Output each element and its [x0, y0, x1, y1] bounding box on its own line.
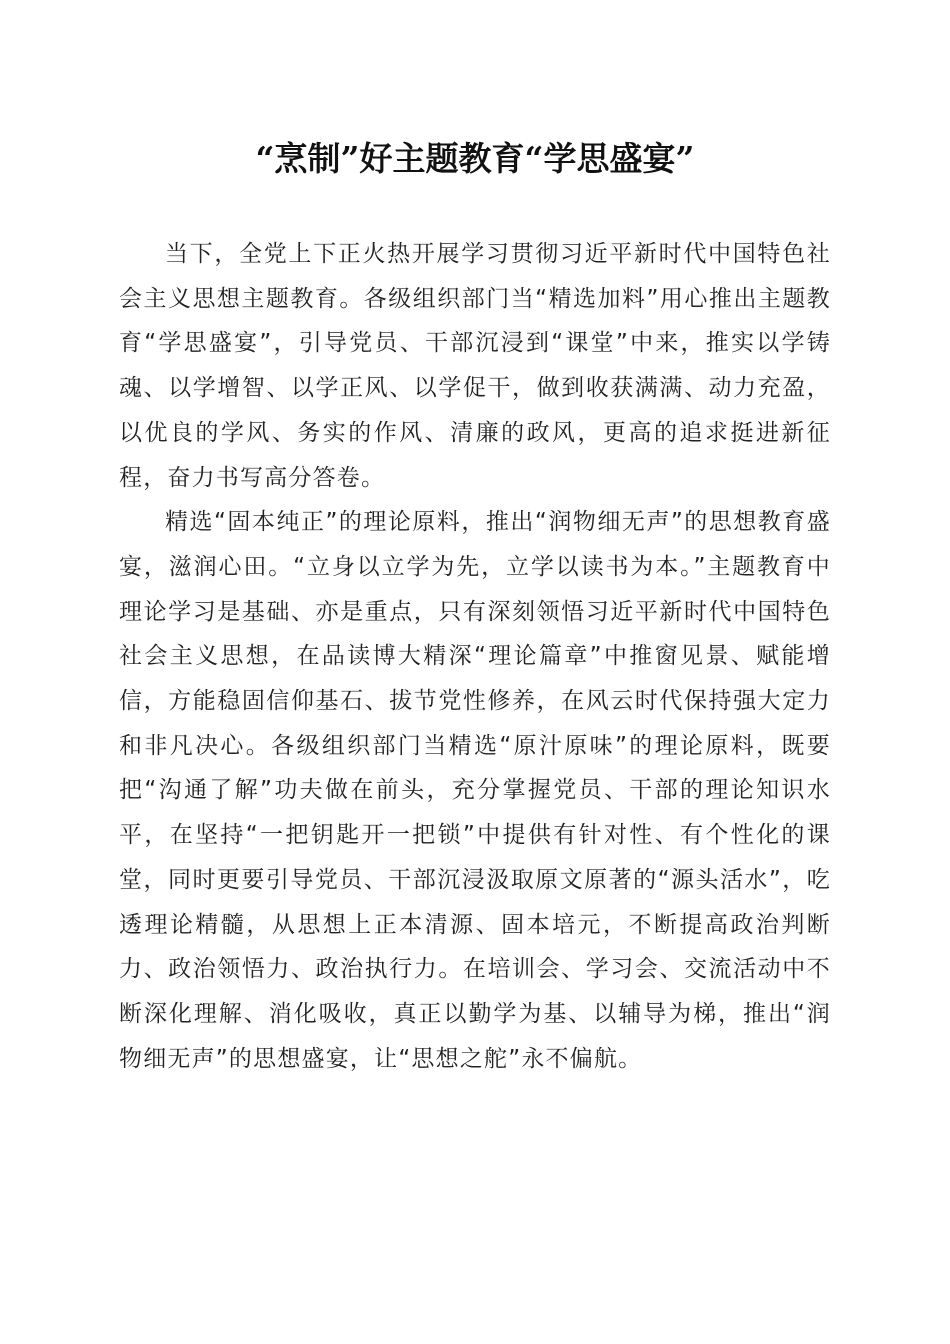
document-body	[119, 232, 831, 1081]
document-title: “烹制”好主题教育“学思盛宴”	[255, 139, 695, 178]
paragraph-2: 精选“固本纯正”的理论原料，推出“润物细无声”的思想教育盛宴，滋润心田。“立身以立学为先，立学以读书为本。”主题教育中理论学习是基础、亦是重点，只有深刻领悟习近平新时代中国特色社会主义思想，在品读博大精深“理论篇章”中推窗见景、赋能增信，方能稳固信仰基石、拔节党性修养，在风云时代保持强大定力和非凡决心。各级组织部门当精选“原汁原味”的理论原料，既要把“沟通了解”功夫做在前头，充分掌握党员、干部的理论知识水平，在坚持“一把钥匙开一把锁”中提供有针对性、有个性化的课堂，同时更要引导党员、干部沉浸汲取原文原著的“源头活水”，吃透理论精髓，从思想上正本清源、固本培元，不断提高政治判断力、政治领悟力、政治执行力。在培训会、学习会、交流活动中不断深化理解、消化吸收，真正以勤学为基、以辅导为梯，推出“润物细无声”的思想盛宴，让“思想之舵”永不偏航。	[119, 509, 831, 1072]
paragraph-1: 当下，全党上下正火热开展学习贯彻习近平新时代中国特色社会主义思想主题教育。各级组织部门当“精选加料”用心推出主题教育“学思盛宴”，引导党员、干部沉浸到“课堂”中来，推实以学铸魂、以学增智、以学正风、以学促干，做到收获满满、动力充盈，以优良的学风、务实的作风、清廉的政风，更高的追求挺进新征程，奋力书写高分答卷。	[119, 241, 831, 491]
